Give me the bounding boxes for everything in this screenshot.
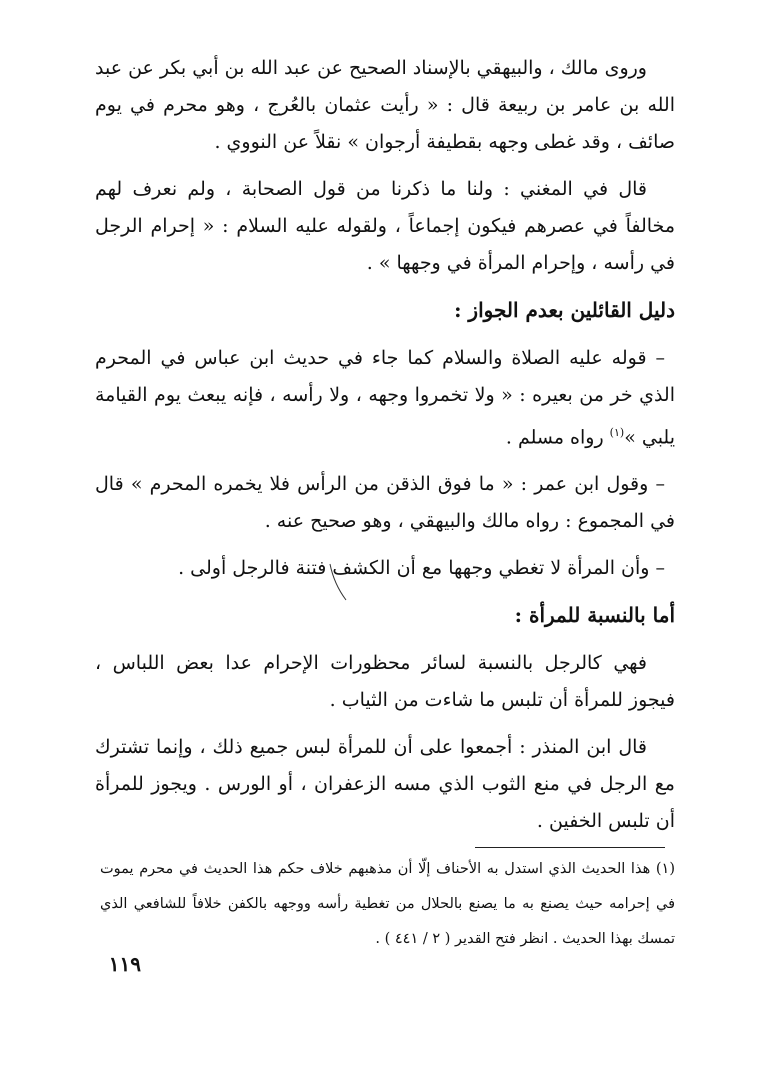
paragraph-women-clothing: فهي كالرجل بالنسبة لسائر محظورات الإحرام عدا بعض اللباس ، فيجوز للمرأة أن تلبس ما شاءت من الثياب . [95, 652, 675, 712]
footnote-divider [475, 847, 665, 848]
footnote: (١) هذا الحديث الذي استدل به الأحناف إلّا أن مذهبهم خلاف حكم هذا الحديث في محرم يموت في إحرامه حيث يصنع به ما يصنع بالحلال من تغطية رأسه ووجهه بالكفن خلافاً للشافعي الذي تمسك بهذا الحديث . انظر فتح القدير ( ٢ / ٤٤١ ) . [100, 861, 675, 947]
list-item-ibn-abbas [95, 340, 675, 456]
section-heading-non-permissibility: دليل القائلين بعدم الجواز : [454, 298, 675, 322]
paragraph-malik: وروى مالك ، والبيهقي بالإسناد الصحيح عن عبد الله بن أبي بكر عن عبد الله بن عامر بن ربيعة قال : « رأيت عثمان بالعُرج ، وهو محرم في يوم صائف ، وقد غطى وجهه بقطيفة أرجوان » نقلاً عن النووي . [94, 57, 675, 153]
list-item-ibn-umar: – وقول ابن عمر : « ما فوق الذقن من الرأس فلا يخمره المحرم » قال في المجموع : رواه مالك والبيهقي ، وهو صحيح عنه . [95, 473, 675, 533]
page-body [95, 50, 675, 850]
section-heading-women: أما بالنسبة للمرأة : [514, 603, 675, 628]
page-number: ١١٩ [108, 952, 141, 976]
item-text: – قوله عليه الصلاة والسلام كما جاء في حديث ابن عباس في المحرم الذي خر من بعيره : « ولا تخمروا وجهه ، ولا رأسه ، فإنه يبعث يوم القيامة يلبي » [95, 347, 675, 449]
footnote-reference: (١) [609, 426, 625, 439]
item-tail: رواه مسلم . [505, 426, 610, 449]
list-item-woman-face: – وأن المرأة لا تغطي وجهها مع أن الكشف فتنة فالرجل أولى . [178, 557, 665, 580]
pen-stroke-mark [328, 562, 348, 602]
paragraph-mughni: قال في المغني : ولنا ما ذكرنا من قول الصحابة ، ولم نعرف لهم مخالفاً في عصرهم فيكون إجماعاً ، ولقوله عليه السلام : « إحرام الرجل في رأسه ، وإحرام المرأة في وجهها » . [95, 178, 675, 274]
paragraph-ibn-mundhir: قال ابن المنذر : أجمعوا على أن للمرأة لبس جميع ذلك ، وإنما تشترك مع الرجل في منع الثوب الذي مسه الزعفران ، أو الورس . ويجوز للمرأة أن تلبس الخفين . [95, 736, 675, 833]
